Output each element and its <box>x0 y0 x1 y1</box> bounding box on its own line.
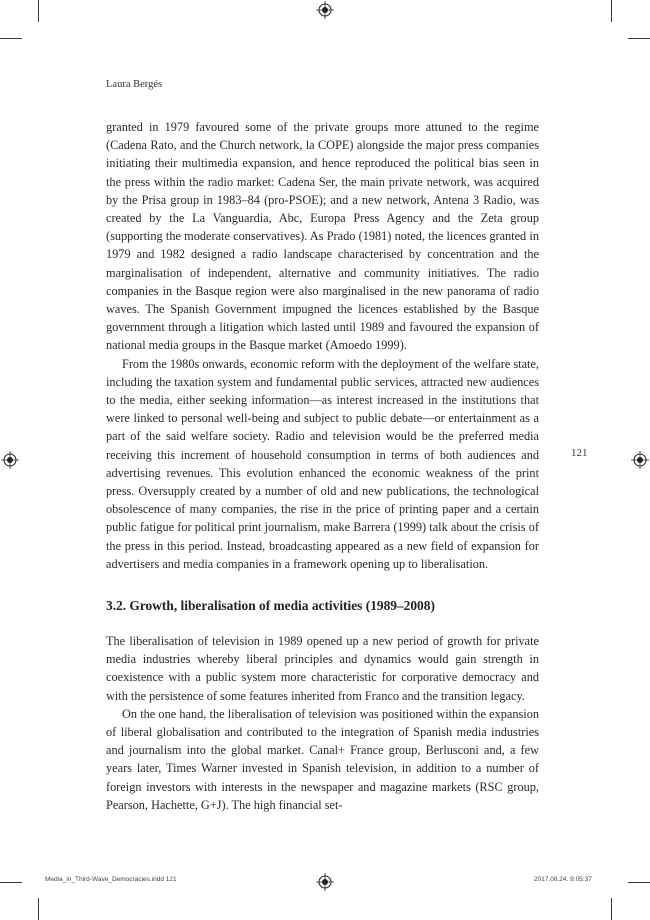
paragraph: From the 1980s onwards, economic reform with the deployment of the welfare state, including the taxation system and fundamental public services, attracted new audiences to the media, either seeking information—as interest increased in the institutions that were linked to personal well-being and subject to public debate—or entertainment as a part of the said welfare society. Radio and television would be the preferred media receiving this increment of household consumption in terms of both audiences and advertising revenues. This evolution enhanced the economic weakness of the print press. Oversupply created by a number of old and new publications, the technological obsolescence of many companies, the rise in the price of printing paper and a certain public fatigue for political print journalism, make Barrera (1999) talk about the crisis of the press in this period. Instead, broadcasting appeared as a new field of expansion for advertisers and media companies in a framework opening up to liberalisation. <box>106 356 539 571</box>
crop-mark <box>611 898 612 920</box>
crop-mark <box>0 38 22 39</box>
paragraph: granted in 1979 favoured some of the private groups more attuned to the regime (Cadena Rato, and the Church network, la COPE) alongside the major press companies initiating their multimedia expansion, and hence reproduced the political bias seen in the press within the radio market: Cadena Ser, the main private network, was acquired by the Prisa group in 1983–84 (pro-PSOE); and a new network, Antena 3 Radio, was created by the La Vanguardia, Abc, Europa Press Agency and the Zeta group (supporting the moderate conservatives). As Prado (1981) noted, the licences granted in 1979 and 1982 designed a radio landscape characterised by concentration and the marginalisation of independent, alternative and community initiatives. The radio companies in the Basque region were also marginalised in the new panorama of radio waves. The Spanish Government impugned the licences established by the Basque government through a litigation which lasted until 1989 and favoured the expansion of national media groups in the Basque market (Amoedo 1999). <box>106 120 539 353</box>
body-text-block <box>106 632 539 814</box>
section-heading: 3.2. Growth, liberalisation of media activities (1989–2008) <box>106 598 435 613</box>
registration-mark-icon <box>316 1 334 19</box>
paragraph: On the one hand, the liberalisation of television was positioned within the expansion of liberal globalisation and contributed to the integration of Spanish media industries and journalism into the global market. Canal+ France group, Berlusconi and, a few years later, Times Warner invested in Spanish television, in addition to a number of foreign investors with interests in the newspaper and magazine markets (RSC group, Pearson, Hachette, G+J). The high financial set- <box>106 706 539 812</box>
running-header-author: Laura Bergés <box>106 79 163 90</box>
crop-mark <box>628 882 650 883</box>
crop-mark <box>0 882 22 883</box>
paragraph: The liberalisation of television in 1989 opened up a new period of growth for private media industries whereby liberal principles and dynamics would gain strength in coexistence with a public system more characteristic for corporative democracy and with the persistence of some features inherited from Franco and the transition legacy. <box>106 634 539 703</box>
slug-filename: Media_in_Third-Wave_Democracies.indd 121 <box>45 876 177 883</box>
crop-mark <box>38 898 39 920</box>
page-number: 121 <box>571 447 588 459</box>
crop-mark <box>38 0 39 22</box>
crop-mark <box>628 38 650 39</box>
registration-mark-icon <box>1 451 19 469</box>
slug-timestamp: 2017.08.24. 9:05:37 <box>534 876 592 883</box>
registration-mark-icon <box>316 873 334 891</box>
crop-mark <box>611 0 612 22</box>
registration-mark-icon <box>631 451 649 469</box>
body-text-block <box>106 118 539 573</box>
